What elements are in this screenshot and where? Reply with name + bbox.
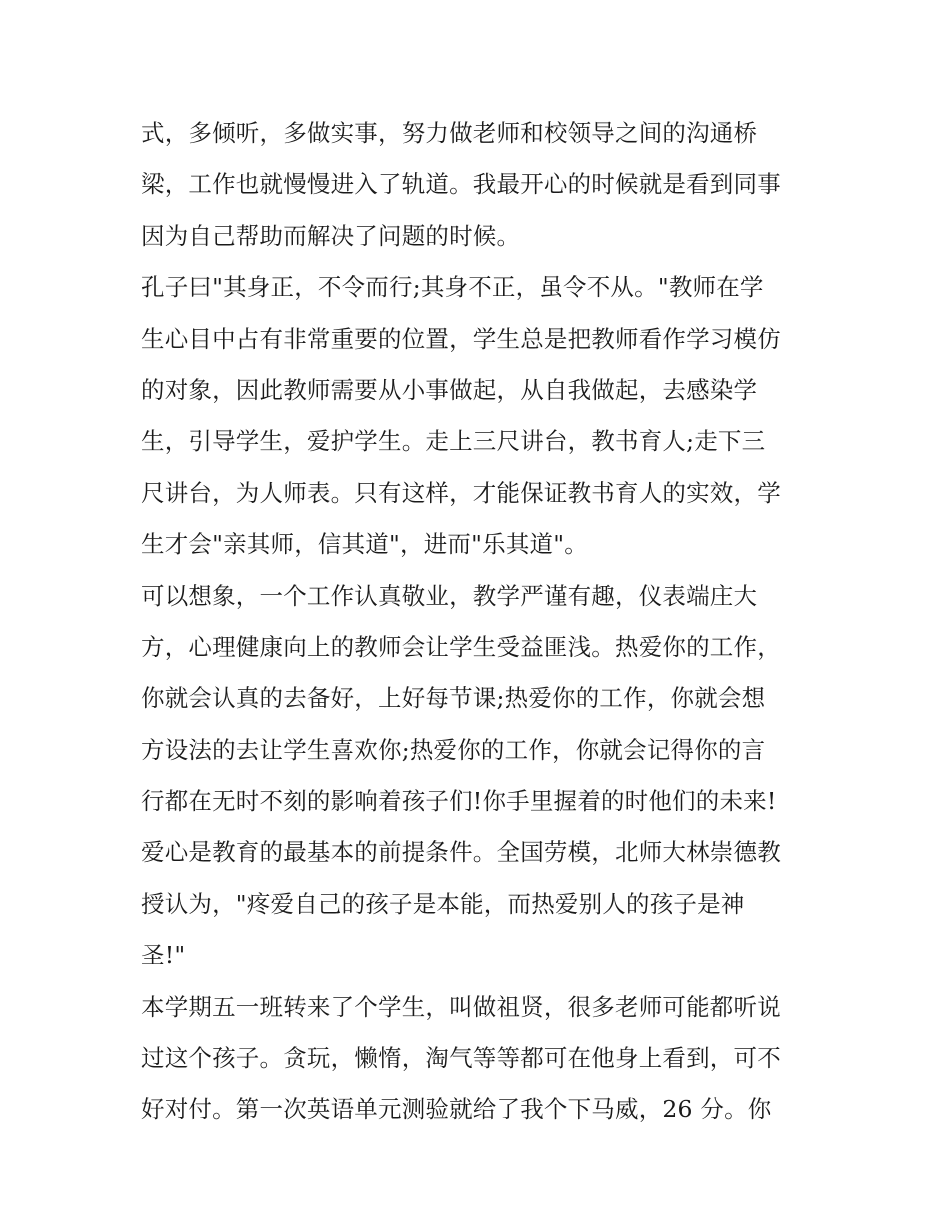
text-line: 尺讲台，为人师表。只有这样，才能保证教书育人的实效，学 xyxy=(141,478,781,507)
text-line: 梁，工作也就慢慢进入了轨道。我最开心的时候就是看到同事 xyxy=(141,170,781,199)
text-line: 因为自己帮助而解决了问题的时候。 xyxy=(141,221,521,250)
text-line: 生，引导学生，爱护学生。走上三尺讲台，教书育人;走下三 xyxy=(141,427,766,456)
text-line: 方，心理健康向上的教师会让学生受益匪浅。热爱你的工作， xyxy=(141,632,781,661)
text-line: 可以想象，一个工作认真敬业，教学严谨有趣，仪表端庄大 xyxy=(141,581,758,610)
text-line: 生心目中占有非常重要的位置，学生总是把教师看作学习模仿 xyxy=(141,324,781,353)
text-line: 圣!" xyxy=(141,941,186,970)
text-line: 过这个孩子。贪玩，懒惰，淘气等等都可在他身上看到，可不 xyxy=(141,1044,781,1073)
text-line: 方设法的去让学生喜欢你;热爱你的工作，你就会记得你的言 xyxy=(141,735,766,764)
text-line: 爱心是教育的最基本的前提条件。全国劳模，北师大林崇德教 xyxy=(141,838,781,867)
text-line: 好对付。第一次英语单元测验就给了我个下马威，26 分。你 xyxy=(141,1095,772,1124)
text-line: 生才会"亲其师，信其道"，进而"乐其道"。 xyxy=(141,530,588,559)
text-line: 你就会认真的去备好，上好每节课;热爱你的工作，你就会想 xyxy=(141,684,766,713)
text-line: 式，多倾听，多做实事，努力做老师和校领导之间的沟通桥 xyxy=(141,119,758,147)
text-line: 授认为，"疼爱自己的孩子是本能，而热爱别人的孩子是神 xyxy=(141,889,745,918)
text-line: 本学期五一班转来了个学生，叫做祖贤，很多老师可能都听说 xyxy=(141,992,781,1021)
text-line: 行都在无时不刻的影响着孩子们!你手里握着的时他们的未来! xyxy=(141,787,777,816)
body-text xyxy=(141,108,831,1136)
text-line: 的对象，因此教师需要从小事做起，从自我做起，去感染学 xyxy=(141,375,758,404)
text-line: 孔子曰"其身正，不令而行;其身不正，虽令不从。"教师在学 xyxy=(141,273,764,302)
